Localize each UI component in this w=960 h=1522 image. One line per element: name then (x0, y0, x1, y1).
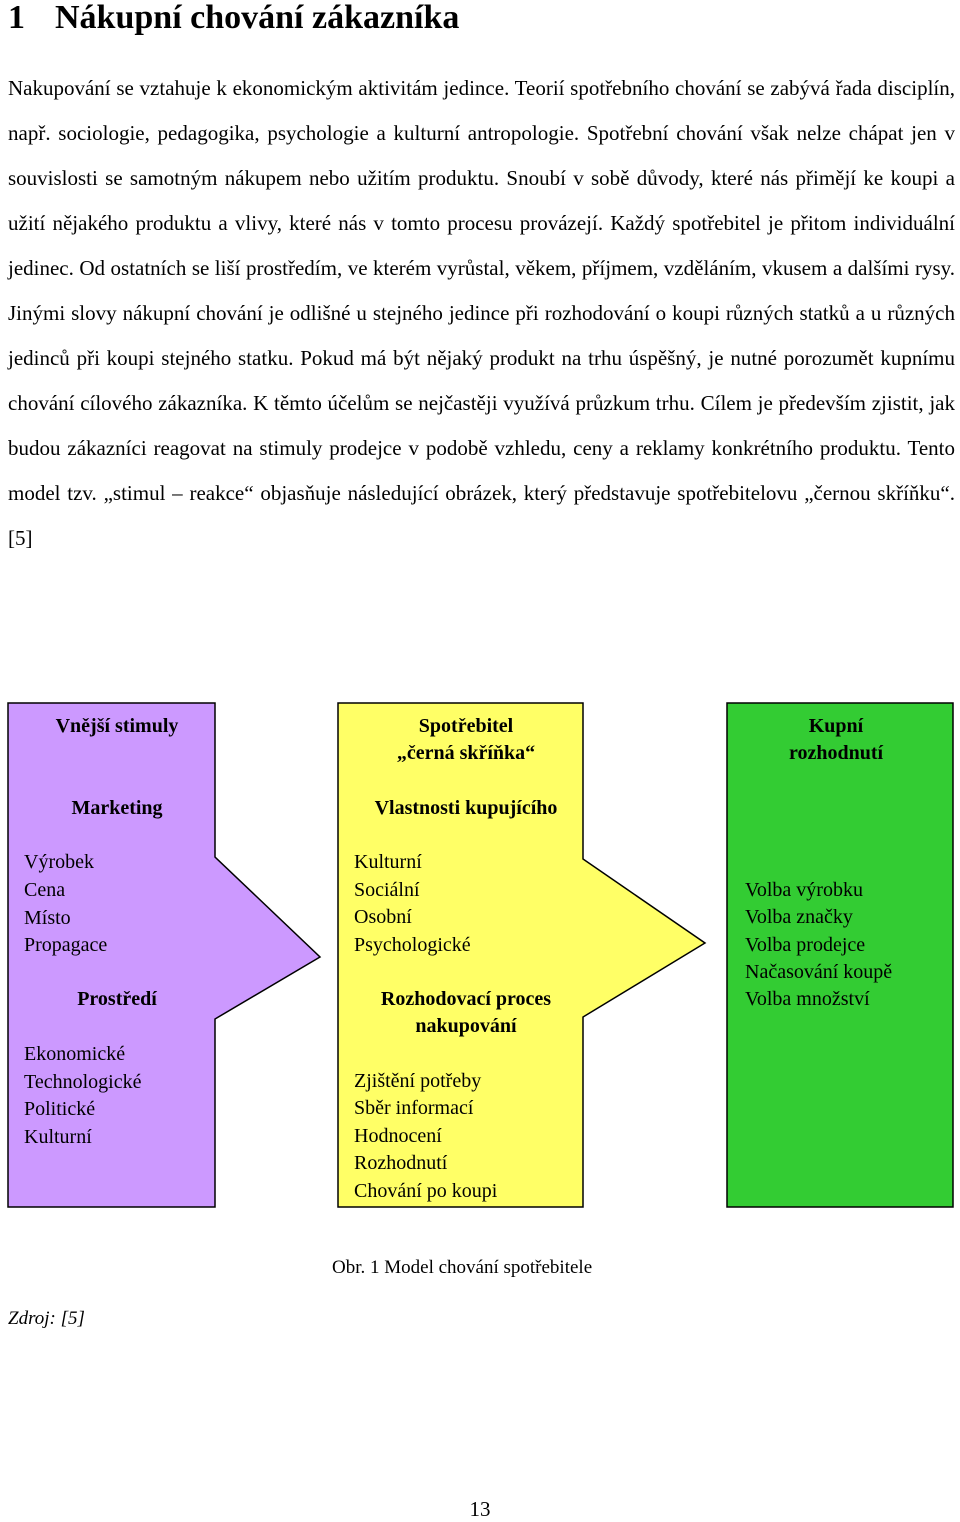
environment-item: Politické (24, 1098, 96, 1120)
process-item: Hodnocení (354, 1125, 442, 1147)
process-item: Zjištění potřeby (354, 1070, 482, 1092)
decision-item: Volba výrobku (745, 879, 863, 901)
chapter-heading (8, 0, 459, 40)
body-paragraph: Nakupování se vztahuje k ekonomickým aktivitám jedince. Teorií spotřebního chování se zabývá řada disciplín, např. sociologie, pedagogika, psychologie a kulturní antropologie. Spotřební chování však nelze chápat jen v souvislosti se samotným nákupem nebo užitím produktu. Snoubí v sobě důvody, které nás přimějí ke koupi a užití nějakého produktu a vlivy, které nás v tomto procesu provázejí. Každý spotřebitel je přitom individuální jedinec. Od ostatních se liší prostředím, ve kterém vyrůstal, věkem, příjmem, vzděláním, vkusem a dalšími rysy. Jinými slovy nákupní chování je odlišné u stejného jedince při rozhodování o koupi různých statků a u různých jedinců při koupi stejného statku. Pokud má být nějaký produkt na trhu úspěšný, je nutné porozumět kupnímu chování cílového zákazníka. K těmto účelům se nejčastěji využívá průzkum trhu. Cílem je především zjistit, jak budou zákazníci reagovat na stimuly prodejce v podobě vzhledu, ceny a reklamy konkrétního produktu. Tento model tzv. „stimul – reakce“ objasňuje následující obrázek, který představuje spotřebitelovu „černou skříňku“. [5] (8, 76, 955, 550)
process-title: Rozhodovací proces (380, 988, 552, 1010)
chapter-number: 1 (8, 0, 25, 36)
decision-item: Volba prodejce (745, 934, 866, 956)
page-number: 13 (469, 1497, 491, 1521)
environment-title: Prostředí (77, 988, 157, 1010)
process-item: Chování po koupi (354, 1180, 498, 1202)
marketing-item: Výrobek (24, 851, 94, 873)
traits-item: Psychologické (354, 934, 471, 956)
traits-item: Osobní (354, 906, 412, 928)
process-item: Rozhodnutí (354, 1152, 448, 1174)
figure-caption: Obr. 1 Model chování spotřebitele (332, 1257, 593, 1278)
consumer-title: Spotřebitel (418, 715, 514, 737)
decision-subtitle: rozhodnutí (788, 742, 884, 764)
process-item: Sběr informací (354, 1097, 474, 1119)
environment-item: Kulturní (24, 1126, 92, 1148)
decision-item: Načasování koupě (745, 961, 893, 983)
consumer-behavior-diagram (0, 695, 960, 1215)
marketing-title: Marketing (71, 797, 163, 819)
environment-item: Ekonomické (24, 1043, 126, 1065)
consumer-subtitle: „černá skříňka“ (396, 742, 536, 764)
process-subtitle: nakupování (415, 1015, 517, 1037)
traits-item: Kulturní (354, 851, 422, 873)
marketing-item: Cena (24, 879, 66, 901)
stimuli-title: Vnější stimuly (55, 715, 179, 737)
decision-item: Volba značky (745, 906, 853, 928)
marketing-item: Místo (24, 907, 71, 929)
chapter-title: Nákupní chování zákazníka (55, 0, 460, 36)
environment-item: Technologické (24, 1071, 142, 1093)
figure-source: Zdroj: [5] (8, 1308, 85, 1329)
marketing-item: Propagace (24, 934, 108, 956)
traits-title: Vlastnosti kupujícího (374, 797, 558, 819)
decision-title: Kupní (808, 715, 864, 737)
traits-item: Sociální (354, 879, 420, 901)
decision-item: Volba množství (745, 988, 870, 1010)
